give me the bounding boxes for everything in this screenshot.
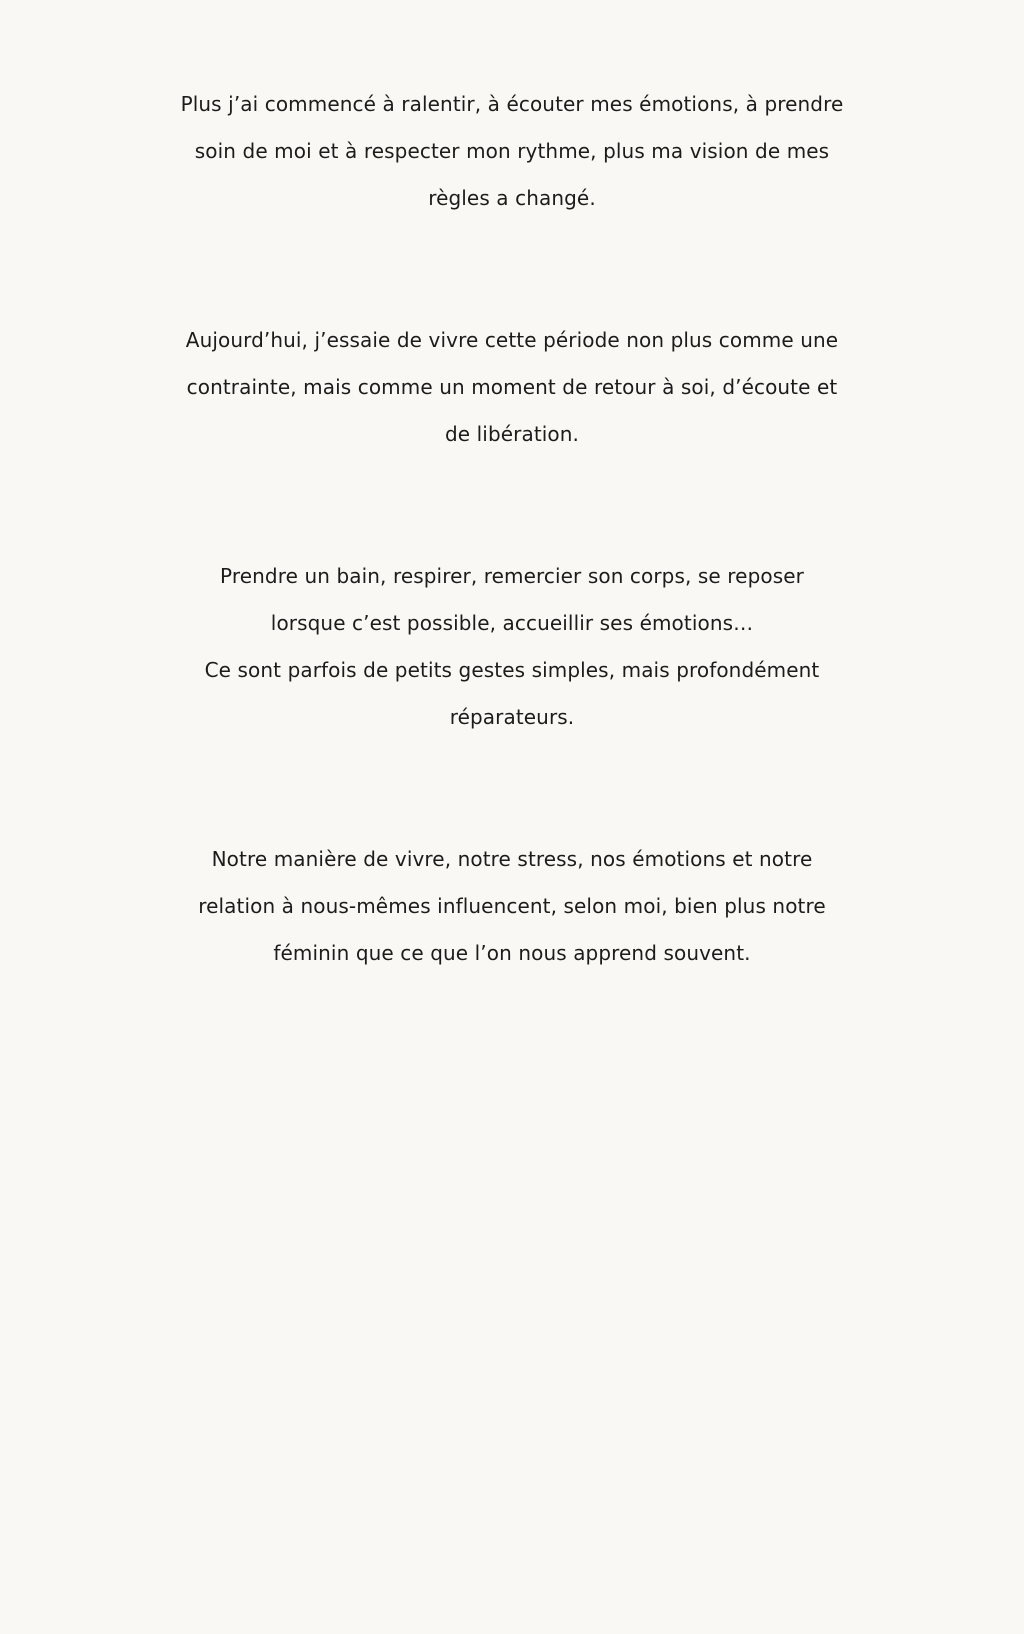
paragraph-way-of-living bbox=[0, 836, 1024, 977]
paragraph-line: Ce sont parfois de petits gestes simples, mais profondément bbox=[204, 658, 820, 682]
paragraph-slowing-down bbox=[0, 81, 1024, 222]
paragraph-line: règles a changé. bbox=[428, 186, 596, 210]
paragraph-line: relation à nous-mêmes influencent, selon moi, bien plus notre bbox=[198, 894, 826, 918]
paragraph-line: contrainte, mais comme un moment de retour à soi, d’écoute et bbox=[186, 375, 838, 399]
paragraph-line: Prendre un bain, respirer, remercier son corps, se reposer bbox=[220, 564, 804, 588]
paragraph-line: soin de moi et à respecter mon rythme, plus ma vision de mes bbox=[194, 139, 830, 163]
paragraph-line: lorsque c’est possible, accueillir ses émotions… bbox=[270, 611, 754, 635]
paragraph-line: féminin que ce que l’on nous apprend souvent. bbox=[273, 941, 751, 965]
paragraph-line: Notre manière de vivre, notre stress, nos émotions et notre bbox=[211, 847, 813, 871]
paragraph-line: de libération. bbox=[444, 422, 580, 446]
paragraph-line: Plus j’ai commencé à ralentir, à écouter mes émotions, à prendre bbox=[180, 92, 844, 116]
paragraph-line: Aujourd’hui, j’essaie de vivre cette période non plus comme une bbox=[185, 328, 839, 352]
paragraph-today bbox=[0, 317, 1024, 458]
paragraph-line: réparateurs. bbox=[449, 705, 575, 729]
paragraph-simple-gestures bbox=[0, 553, 1024, 741]
